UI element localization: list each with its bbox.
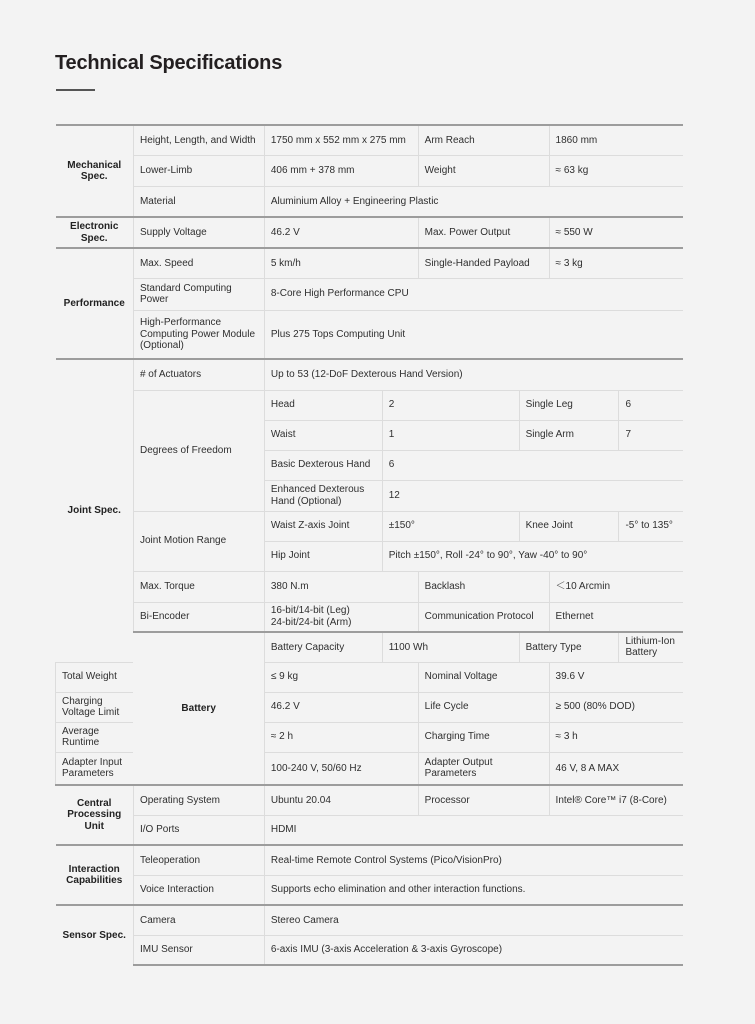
- table-row: [56, 935, 684, 965]
- category-label: Performance: [56, 248, 134, 359]
- motion-value: ±150°: [382, 511, 519, 541]
- table-row: [56, 602, 684, 632]
- spec-label: Adapter Input Parameters: [56, 752, 134, 785]
- spec-value: 1750 mm x 552 mm x 275 mm: [264, 125, 418, 155]
- spec-label: Teleoperation: [133, 845, 264, 875]
- spec-value: ≈ 2 h: [264, 722, 418, 752]
- spec-value: 39.6 V: [549, 662, 683, 692]
- table-row: [56, 278, 684, 310]
- table-row: [56, 905, 684, 935]
- spec-label: Battery Capacity: [264, 632, 382, 662]
- spec-label: Max. Torque: [133, 571, 264, 602]
- spec-label: Nominal Voltage: [418, 662, 549, 692]
- category-label: Sensor Spec.: [56, 905, 134, 965]
- table-row: [56, 125, 684, 155]
- spec-value: 1100 Wh: [382, 632, 519, 662]
- spec-label: Battery Type: [519, 632, 619, 662]
- table-row: [56, 632, 684, 662]
- spec-value: 406 mm + 378 mm: [264, 155, 418, 186]
- spec-label: Supply Voltage: [133, 217, 264, 248]
- spec-value: Plus 275 Tops Computing Unit: [264, 310, 683, 359]
- dof-label: Basic Dexterous Hand: [264, 450, 382, 480]
- spec-label: Backlash: [418, 571, 549, 602]
- spec-value: Ubuntu 20.04: [264, 785, 418, 815]
- spec-label: Camera: [133, 905, 264, 935]
- spec-label: Lower-Limb: [133, 155, 264, 186]
- category-label: Interaction Capabilities: [56, 845, 134, 905]
- spec-label: Average Runtime: [56, 722, 134, 752]
- table-row: [56, 875, 684, 905]
- table-row: [56, 845, 684, 875]
- table-row: [56, 815, 684, 845]
- spec-value: Up to 53 (12-DoF Dexterous Hand Version): [264, 359, 683, 390]
- category-label: Mechanical Spec.: [56, 125, 134, 217]
- spec-label: Material: [133, 186, 264, 217]
- table-row: [56, 217, 684, 248]
- dof-label: Single Arm: [519, 420, 619, 450]
- spec-table: [55, 124, 683, 966]
- table-row: [56, 511, 684, 541]
- spec-value: Ethernet: [549, 602, 683, 632]
- spec-value: Supports echo elimination and other interaction functions.: [264, 875, 683, 905]
- spec-label: Max. Power Output: [418, 217, 549, 248]
- motion-label: Knee Joint: [519, 511, 619, 541]
- spec-label: Operating System: [133, 785, 264, 815]
- spec-label: # of Actuators: [133, 359, 264, 390]
- dof-value: 6: [619, 390, 683, 420]
- spec-label: Single-Handed Payload: [418, 248, 549, 278]
- spec-label: Joint Motion Range: [133, 511, 264, 571]
- spec-label: Max. Speed: [133, 248, 264, 278]
- dof-value: 6: [382, 450, 683, 480]
- spec-label: Adapter Output Parameters: [418, 752, 549, 785]
- spec-value: 8-Core High Performance CPU: [264, 278, 683, 310]
- category-label: Electronic Spec.: [56, 217, 134, 248]
- spec-value: Aluminium Alloy + Engineering Plastic: [264, 186, 683, 217]
- table-row: [56, 248, 684, 278]
- spec-value: ＜10 Arcmin: [549, 571, 683, 602]
- spec-label: Bi-Encoder: [133, 602, 264, 632]
- motion-label: Hip Joint: [264, 541, 382, 571]
- spec-value: 16-bit/14-bit (Leg) 24-bit/24-bit (Arm): [264, 602, 418, 632]
- spec-label: Life Cycle: [418, 692, 549, 722]
- spec-value: 5 km/h: [264, 248, 418, 278]
- spec-label: Weight: [418, 155, 549, 186]
- dof-value: 2: [382, 390, 519, 420]
- spec-label: Arm Reach: [418, 125, 549, 155]
- spec-label: Degrees of Freedom: [133, 390, 264, 511]
- spec-value: Intel® Core™ i7 (8-Core): [549, 785, 683, 815]
- spec-value: ≈ 550 W: [549, 217, 683, 248]
- spec-label: Standard Computing Power: [133, 278, 264, 310]
- spec-value: 46.2 V: [264, 217, 418, 248]
- spec-label: Communication Protocol: [418, 602, 549, 632]
- spec-label: Voice Interaction: [133, 875, 264, 905]
- spec-label: Charging Voltage Limit: [56, 692, 134, 722]
- spec-value: Stereo Camera: [264, 905, 683, 935]
- dof-label: Head: [264, 390, 382, 420]
- table-row: [56, 359, 684, 390]
- dof-label: Enhanced Dexterous Hand (Optional): [264, 480, 382, 511]
- spec-label: Height, Length, and Width: [133, 125, 264, 155]
- spec-label: High-Performance Computing Power Module (Optional): [133, 310, 264, 359]
- spec-value: ≤ 9 kg: [264, 662, 418, 692]
- spec-value: 46 V, 8 A MAX: [549, 752, 683, 785]
- motion-label: Waist Z-axis Joint: [264, 511, 382, 541]
- category-label: Joint Spec.: [56, 359, 134, 662]
- dof-value: 1: [382, 420, 519, 450]
- table-row: [56, 571, 684, 602]
- spec-value: 6-axis IMU (3-axis Acceleration & 3-axis Gyroscope): [264, 935, 683, 965]
- motion-value: Pitch ±150°, Roll -24° to 90°, Yaw -40° to 90°: [382, 541, 683, 571]
- spec-label: I/O Ports: [133, 815, 264, 845]
- spec-value: 46.2 V: [264, 692, 418, 722]
- spec-label: Total Weight: [56, 662, 134, 692]
- dof-label: Waist: [264, 420, 382, 450]
- spec-value: ≈ 3 kg: [549, 248, 683, 278]
- spec-label: IMU Sensor: [133, 935, 264, 965]
- spec-value: 100-240 V, 50/60 Hz: [264, 752, 418, 785]
- spec-value: ≥ 500 (80% DOD): [549, 692, 683, 722]
- dof-value: 12: [382, 480, 683, 511]
- spec-label: Charging Time: [418, 722, 549, 752]
- spec-value: 1860 mm: [549, 125, 683, 155]
- table-row: [56, 186, 684, 217]
- spec-value: ≈ 63 kg: [549, 155, 683, 186]
- spec-label: Processor: [418, 785, 549, 815]
- category-label: Battery: [133, 632, 264, 785]
- spec-value: Lithium-Ion Battery: [619, 632, 683, 662]
- category-label: Central Processing Unit: [56, 785, 134, 845]
- spec-value: Real-time Remote Control Systems (Pico/VisionPro): [264, 845, 683, 875]
- dof-label: Single Leg: [519, 390, 619, 420]
- table-row: [56, 390, 684, 420]
- title-underline: [56, 89, 95, 91]
- spec-value: HDMI: [264, 815, 683, 845]
- motion-value: -5° to 135°: [619, 511, 683, 541]
- table-row: [56, 785, 684, 815]
- table-row: [56, 310, 684, 359]
- spec-value: ≈ 3 h: [549, 722, 683, 752]
- page-title: Technical Specifications: [55, 52, 283, 74]
- spec-value: 380 N.m: [264, 571, 418, 602]
- table-row: [56, 155, 684, 186]
- dof-value: 7: [619, 420, 683, 450]
